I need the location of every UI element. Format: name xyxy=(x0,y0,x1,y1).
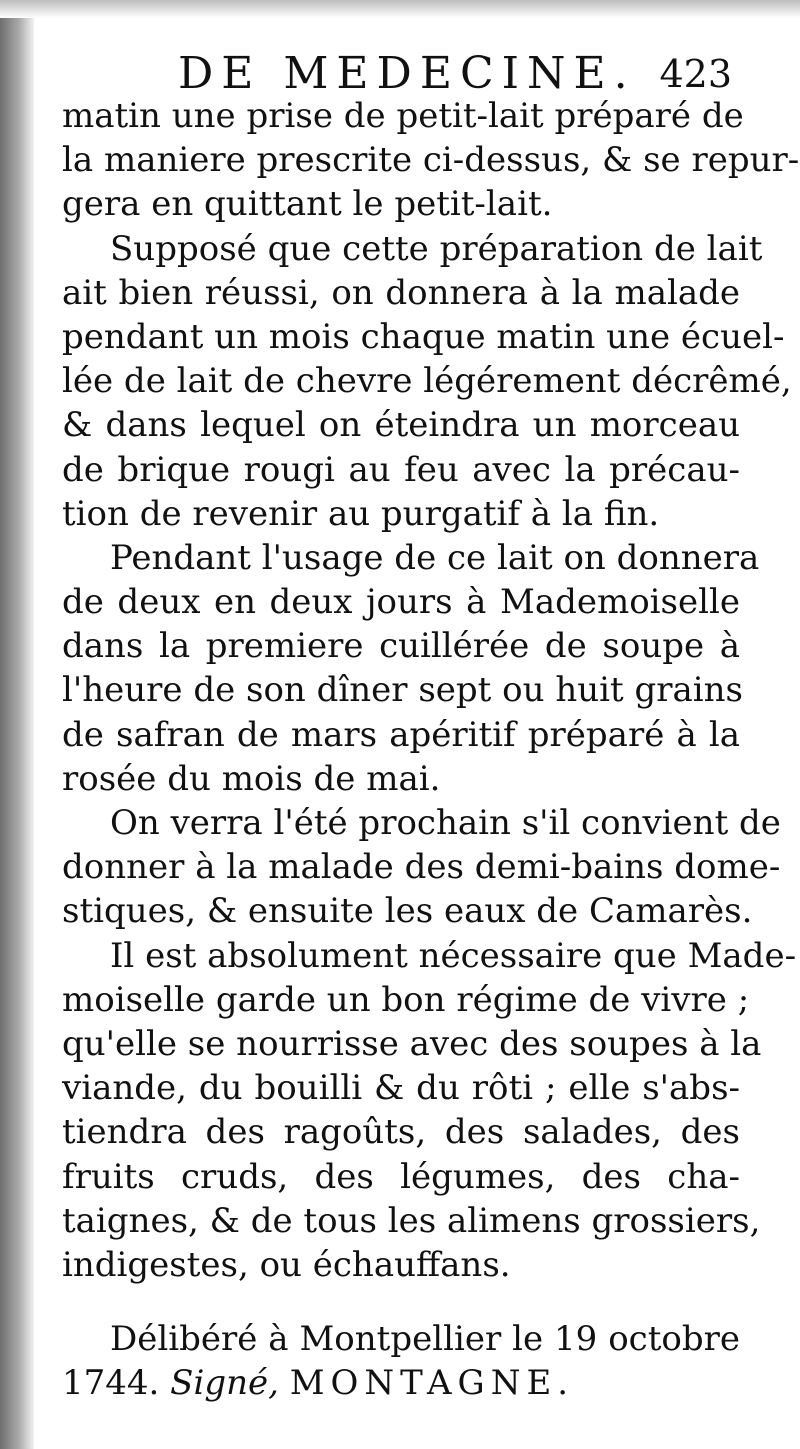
body-text xyxy=(62,94,800,1405)
text-line: dans la premiere cuillérée de soupe à xyxy=(62,626,740,667)
section-gap xyxy=(62,1287,740,1317)
text-line: On verra l'été prochain s'il convient de xyxy=(110,803,781,843)
page-top-edge xyxy=(0,0,800,18)
text-line: l'heure de son dîner sept ou huit grains xyxy=(62,670,743,711)
paragraph-2 xyxy=(62,227,792,536)
text-line: matin une prise de petit-lait préparé de xyxy=(62,96,744,136)
paragraph-4 xyxy=(62,801,781,934)
running-head xyxy=(120,42,740,102)
page-number: 423 xyxy=(659,52,732,96)
text-line: de safran de mars apéritif préparé à la xyxy=(62,714,740,755)
signature-line xyxy=(62,1361,740,1405)
text-line: & dans lequel on éteindra un morceau xyxy=(62,405,740,446)
text-line: de deux en deux jours à Mademoiselle xyxy=(62,582,740,623)
paragraph-3 xyxy=(62,536,760,801)
paragraph-1 xyxy=(62,94,800,227)
text-line: tion de revenir au purgatif à la fin. xyxy=(62,493,660,534)
text-line: moiselle garde un bon régime de vivre ; xyxy=(62,979,750,1020)
signature-block xyxy=(62,1317,740,1405)
text-line: lée de lait de chevre légérement décrêmé, xyxy=(62,361,792,402)
text-line: ait bien réussi, on donnera à la malade xyxy=(62,272,740,313)
gutter-shadow xyxy=(0,0,34,1449)
signature-year: 1744. xyxy=(62,1363,160,1404)
text-line: viande, du bouilli & du rôti ; elle s'abs- xyxy=(62,1068,740,1109)
date-line: Délibéré à Montpellier le 19 octobre xyxy=(110,1319,740,1360)
text-line: qu'elle se nourrisse avec des soupes à la xyxy=(62,1023,762,1064)
text-line: pendant un mois chaque matin une écuel- xyxy=(62,316,785,357)
signed-label: Signé, xyxy=(170,1363,279,1404)
text-line: Supposé que cette préparation de lait xyxy=(110,228,763,269)
text-line: indigestes, ou échauffans. xyxy=(62,1244,511,1285)
text-line: donner à la malade des demi-bains dome- xyxy=(62,847,781,888)
text-line: de brique rougi au feu avec la précau- xyxy=(62,449,740,490)
text-line: Il est absolument nécessaire que Made- xyxy=(110,935,797,976)
text-line: fruits cruds, des légumes, des cha- xyxy=(62,1156,740,1197)
text-line: Pendant l'usage de ce lait on donnera xyxy=(110,537,760,578)
text-line: stiques, & ensuite les eaux de Camarès. xyxy=(62,891,753,932)
text-line: rosée du mois de mai. xyxy=(62,758,441,799)
signatory-name: MONTAGNE. xyxy=(289,1363,575,1404)
running-title: DE MEDECINE. xyxy=(178,48,636,99)
text-line: la maniere prescrite ci-dessus, & se repur- xyxy=(62,140,800,181)
text-line: tiendra des ragoûts, des salades, des xyxy=(62,1112,740,1153)
text-line: gera en quittant le petit-lait. xyxy=(62,184,553,225)
paragraph-5 xyxy=(62,934,797,1288)
text-line: taignes, & de tous les alimens grossiers, xyxy=(62,1200,761,1241)
